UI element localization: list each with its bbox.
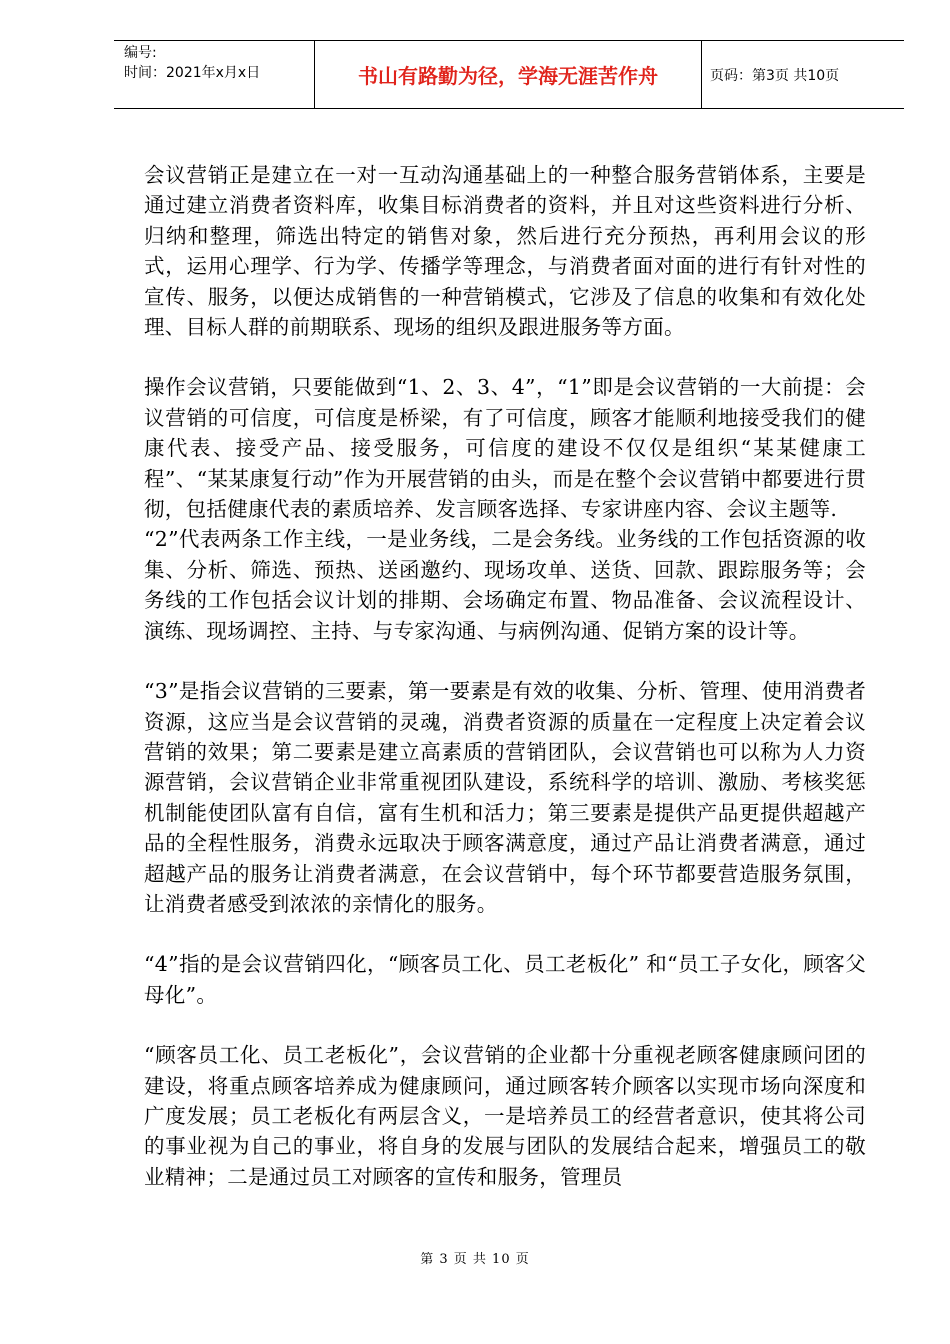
document-body	[144, 160, 866, 1192]
page-header	[114, 40, 904, 109]
paragraph: “4”指的是会议营销四化，“顾客员工化、员工老板化” 和“员工子女化，顾客父母化”。	[144, 952, 866, 1007]
page-footer: 第 3 页 共 10 页	[420, 1252, 530, 1267]
paragraph: “3”是指会议营销的三要素，第一要素是有效的收集、分析、管理、使用消费者资源，这应当是会议营销的灵魂，消费者资源的质量在一定程度上决定着会议营销的效果；第二要素是建立高素质的营销团队，会议营销也可以称为人力资源营销，会议营销企业非常重视团队建设，系统科学的培训、激励、考核奖惩机制能使团队富有自信，富有生机和活力；第三要素是提供产品更提供超越产品的全程性服务，消费永远取决于顾客满意度，通过产品让消费者满意，通过超越产品的服务让消费者满意，在会议营销中，每个环节都要营造服务氛围，让消费者感受到浓浓的亲情化的服务。	[144, 679, 866, 916]
paragraph-gap	[144, 342, 866, 372]
paragraph: 操作会议营销，只要能做到“1、2、3、4”，“1”即是会议营销的一大前提：会议营销的可信度，可信度是桥梁，有了可信度，顾客才能顺利地接受我们的健康代表、接受产品、接受服务，可信度的建设不仅仅是组织“某某健康工程”、“某某康复行动”作为开展营销的由头，而是在整个会议营销中都要进行贯彻，包括健康代表的素质培养、发言顾客选择、专家讲座内容、会议主题等.	[144, 375, 866, 522]
number-label: 编号:	[124, 45, 157, 61]
paragraph: “顾客员工化、员工老板化”，会议营销的企业都十分重视老顾客健康顾问团的建设，将重点顾客培养成为健康顾问，通过顾客转介顾客以实现市场向深度和广度发展；员工老板化有两层含义，一是培养员工的经营者意识，使其将公司的事业视为自己的事业，将自身的发展与团队的发展结合起来，增强员工的敬业精神；二是通过员工对顾客的宣传和服务，管理员	[144, 1043, 866, 1189]
paragraph-gap	[144, 1010, 866, 1040]
paragraph-gap	[144, 919, 866, 949]
time-label: 时间：2021年x月x日	[124, 65, 261, 81]
paragraph: “2”代表两条工作主线，一是业务线，二是会务线。业务线的工作包括资源的收集、分析、筛选、预热、送函邀约、现场攻单、送货、回款、跟踪服务等；会务线的工作包括会议计划的排期、会场确定布置、物品准备、会议流程设计、演练、现场调控、主持、与专家沟通、与病例沟通、促销方案的设计等。	[144, 527, 866, 643]
header-motto: 书山有路勤为径，学海无涯苦作舟	[358, 64, 658, 88]
paragraph: 会议营销正是建立在一对一互动沟通基础上的一种整合服务营销体系，主要是通过建立消费者资料库，收集目标消费者的资料，并且对这些资料进行分析、归纳和整理，筛选出特定的销售对象，然后进行充分预热，再利用会议的形式，运用心理学、行为学、传播学等理念，与消费者面对面的进行有针对性的宣传、服务，以便达成销售的一种营销模式，它涉及了信息的收集和有效化处理、目标人群的前期联系、现场的组织及跟进服务等方面。	[144, 163, 866, 340]
header-page-info: 页码：第3页 共10页	[710, 67, 840, 84]
paragraph-gap	[144, 646, 866, 676]
header-divider	[314, 41, 315, 108]
header-meta	[124, 43, 314, 83]
